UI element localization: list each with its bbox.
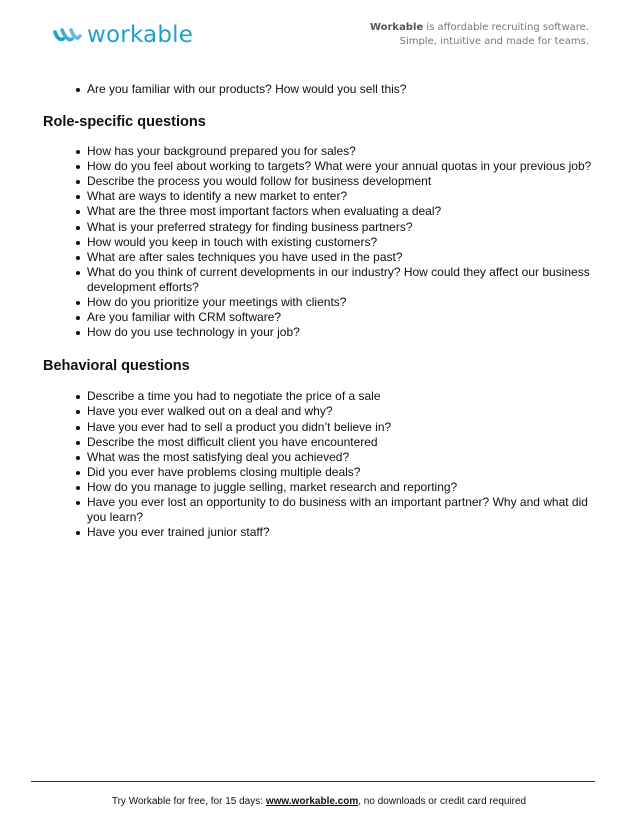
question-item: How has your background prepared you for sales? bbox=[87, 144, 595, 159]
tagline-rest: is affordable recruiting software. bbox=[423, 22, 589, 33]
tagline-line-2: Simple, intuitive and made for teams. bbox=[399, 36, 589, 47]
footer-divider bbox=[31, 781, 595, 782]
question-item: Describe the most difficult client you have encountered bbox=[87, 435, 595, 450]
tagline-line-1 bbox=[370, 21, 589, 35]
question-item: Have you ever walked out on a deal and why? bbox=[87, 404, 595, 419]
question-item: Are you familiar with CRM software? bbox=[87, 310, 595, 325]
header-tagline bbox=[370, 21, 589, 49]
question-item: What are ways to identify a new market to enter? bbox=[87, 189, 595, 204]
workable-logo-icon bbox=[52, 26, 82, 44]
question-item: How would you keep in touch with existing customers? bbox=[87, 235, 595, 250]
question-item: Describe the process you would follow for business development bbox=[87, 174, 595, 189]
question-item: Are you familiar with our products? How would you sell this? bbox=[87, 82, 595, 97]
logo-text: workable bbox=[87, 22, 194, 48]
workable-logo[interactable] bbox=[52, 22, 193, 48]
behavioral-question-list bbox=[43, 389, 595, 540]
footer-website-link[interactable]: www.workable.com bbox=[265, 796, 359, 807]
question-item: What was the most satisfying deal you achieved? bbox=[87, 450, 595, 465]
question-item: Have you ever lost an opportunity to do business with an important partner? Why and what did you learn? bbox=[87, 495, 595, 525]
question-item: Have you ever had to sell a product you didn’t believe in? bbox=[87, 420, 595, 435]
document-body bbox=[43, 80, 595, 540]
page-header bbox=[0, 0, 638, 60]
behavioral-heading: Behavioral questions bbox=[43, 358, 190, 375]
question-item: How do you use technology in your job? bbox=[87, 325, 595, 340]
question-item: How do you prioritize your meetings with clients? bbox=[87, 295, 595, 310]
question-item: How do you feel about working to targets? What were your annual quotas in your previous job? bbox=[87, 159, 595, 174]
question-item: What do you think of current developments in our industry? How could they affect our business development efforts? bbox=[87, 265, 595, 295]
question-item: Describe a time you had to negotiate the price of a sale bbox=[87, 389, 595, 404]
question-item: Have you ever trained junior staff? bbox=[87, 525, 595, 540]
question-item: What is your preferred strategy for finding business partners? bbox=[87, 220, 595, 235]
page-footer bbox=[0, 796, 638, 807]
role-specific-question-list bbox=[43, 144, 595, 340]
footer-prefix: Try Workable for free, for 15 days: bbox=[111, 796, 266, 807]
question-item: What are after sales techniques you have used in the past? bbox=[87, 250, 595, 265]
question-item: How do you manage to juggle selling, market research and reporting? bbox=[87, 480, 595, 495]
role-specific-heading: Role-specific questions bbox=[43, 114, 206, 131]
question-item: Did you ever have problems closing multiple deals? bbox=[87, 465, 595, 480]
intro-question-list bbox=[43, 82, 595, 97]
question-item: What are the three most important factors when evaluating a deal? bbox=[87, 204, 595, 219]
tagline-brand: Workable bbox=[369, 22, 424, 33]
footer-suffix: , no downloads or credit card required bbox=[358, 796, 527, 807]
